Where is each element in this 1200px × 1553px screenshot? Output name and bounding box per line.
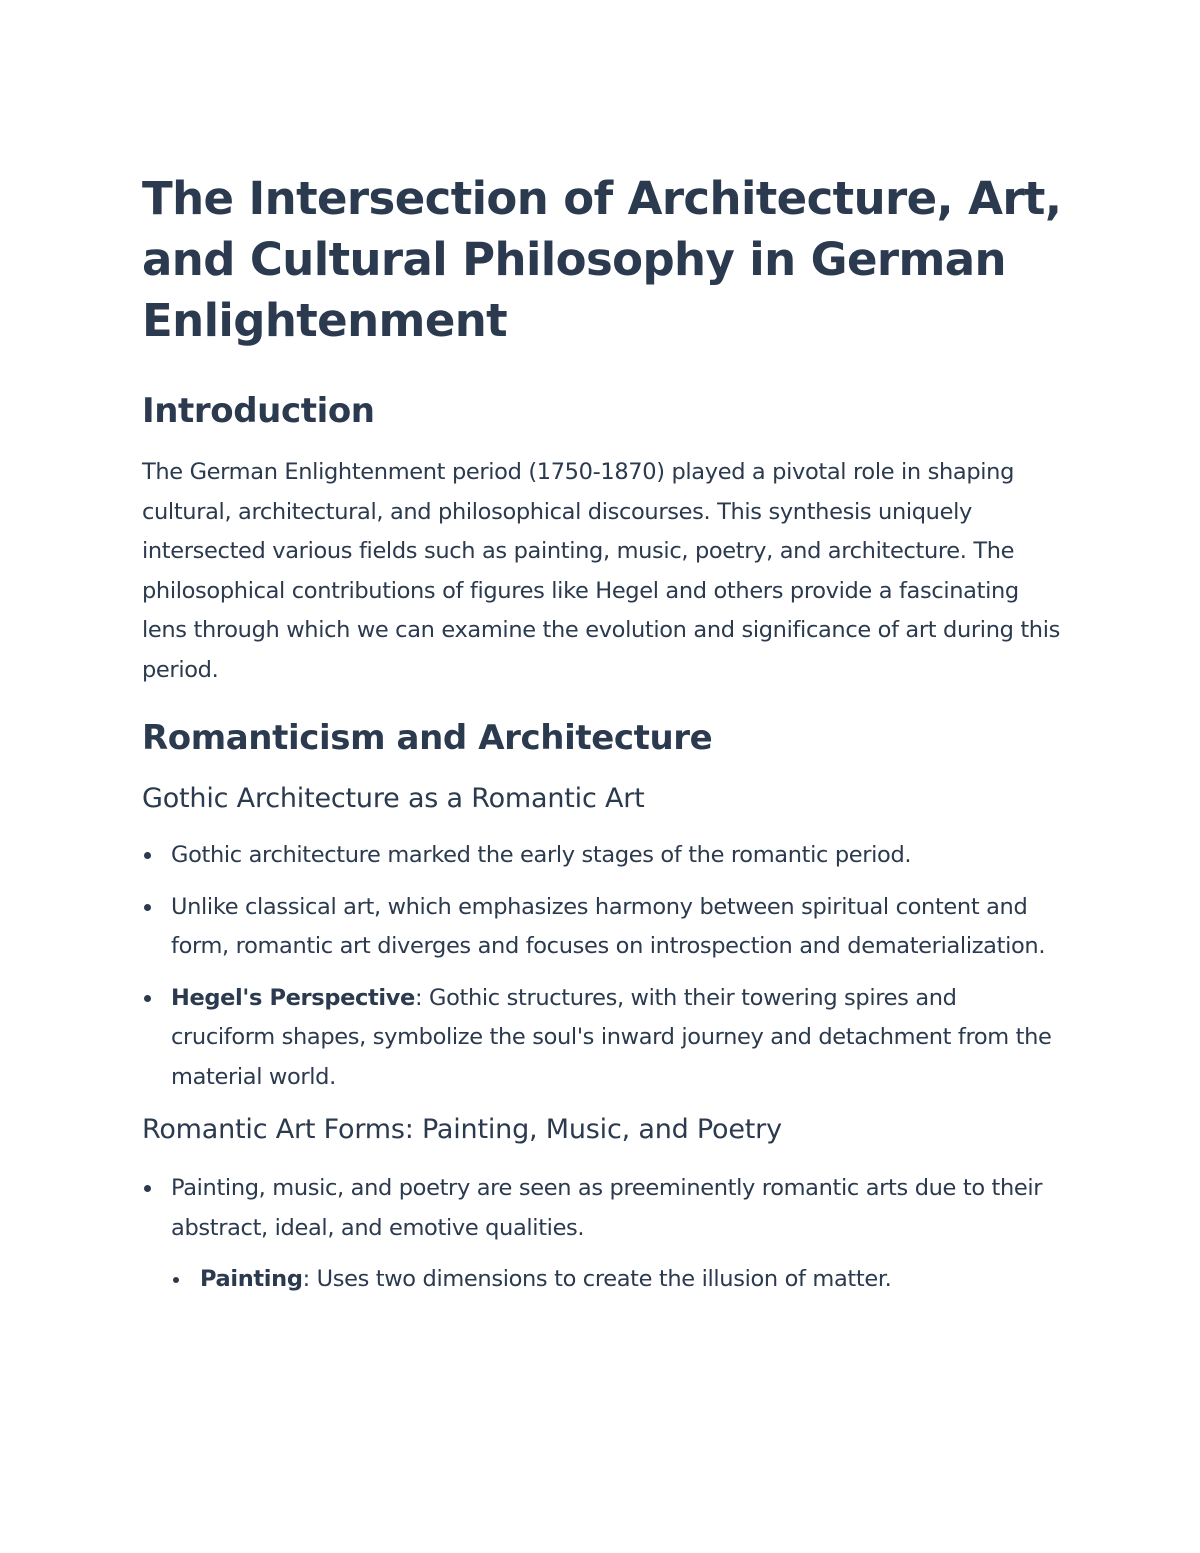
painting-text: : Uses two dimensions to create the illusion of matter. [302, 1266, 892, 1292]
forms-nested-list [171, 1260, 1062, 1300]
painting-label: Painting [200, 1266, 303, 1292]
hegel-text: : Gothic structures, with their towering spires and cruciform shapes, symbolize the soul's inward journey and detachment from the material world. [171, 984, 1052, 1090]
introduction-paragraph: The German Enlightenment period (1750-1870) played a pivotal role in shaping cultural, architectural, and philosophical discourses. This synthesis uniquely intersected various fields such as painting, music, poetry, and architecture. The philosophical contributions of figures like Hegel and others provide a fascinating lens through which we can examine the evolution and significance of art during this period. [142, 459, 1060, 683]
gothic-bullet-list [142, 836, 1062, 1097]
gothic-subheading: Gothic Architecture as a Romantic Art [142, 783, 645, 814]
forms-subheading: Romantic Art Forms: Painting, Music, and Poetry [142, 1114, 782, 1145]
romanticism-heading: Romanticism and Architecture [142, 718, 713, 758]
hegel-label: Hegel's Perspective [171, 984, 415, 1011]
forms-bullet-text: Painting, music, and poetry are seen as preeminently romantic arts due to their abstract, ideal, and emotive qualities. [171, 1175, 1043, 1241]
list-item: Gothic architecture marked the early stages of the romantic period. [142, 836, 1062, 876]
list-item: Unlike classical art, which emphasizes harmony between spiritual content and form, romantic art diverges and focuses on introspection and dematerialization. [142, 888, 1062, 967]
list-item [142, 1169, 1062, 1300]
forms-bullet-list [142, 1169, 1062, 1300]
list-item-hegel [142, 979, 1062, 1098]
introduction-heading: Introduction [142, 391, 375, 431]
document-title: The Intersection of Architecture, Art, and Cultural Philosophy in German Enlightenment [142, 172, 1062, 347]
document-page [142, 168, 1062, 1312]
list-item-painting [171, 1260, 1062, 1300]
